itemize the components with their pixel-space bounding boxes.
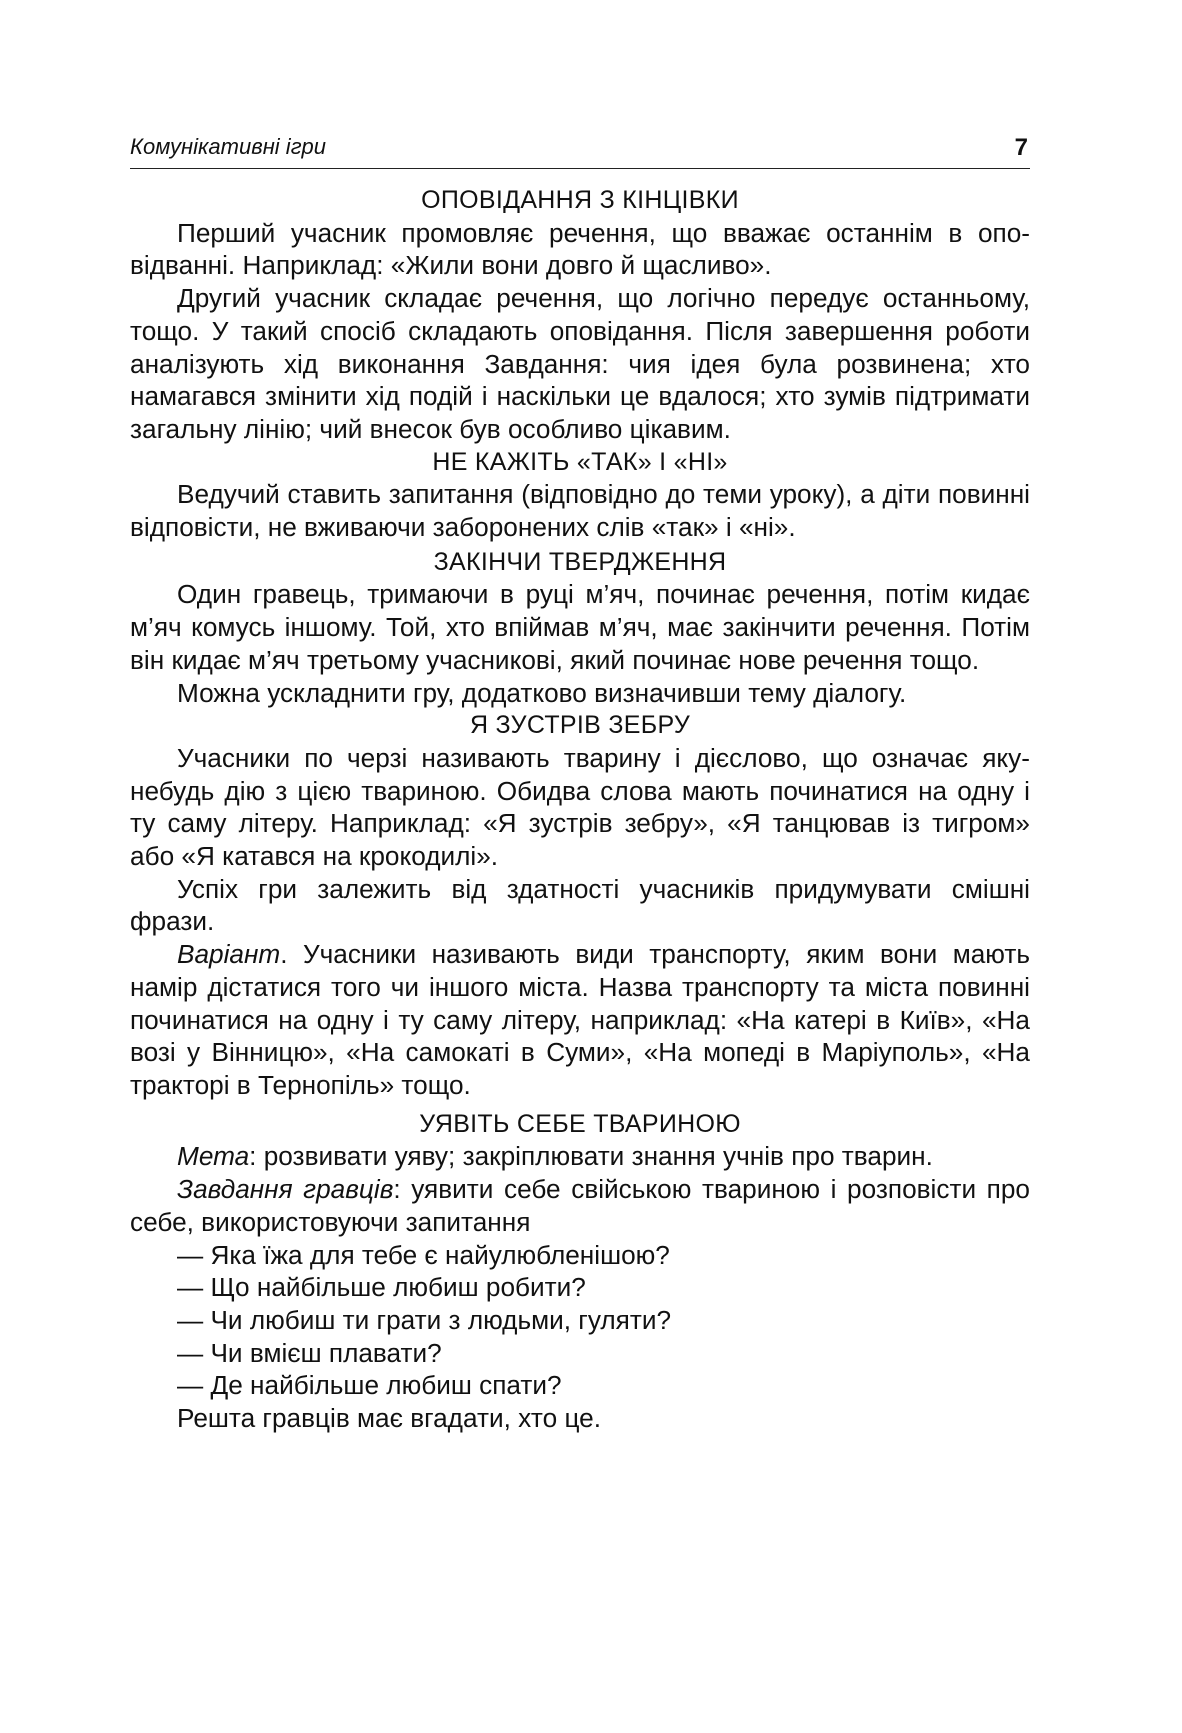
- variant-label: Варіант: [177, 939, 281, 970]
- section-title: Я ЗУСТРІВ ЗЕБРУ: [469, 711, 691, 740]
- paragraph: Другий учасник складає речення, що логічно передує останньому, тощо. У такий спосіб складають оповідання. Після завершення роботи аналізують хід виконання Завдання: чия ідея була розвинена; хто намагався змінити хід подій і наскільки це вдалося; хто зумів підтримати загальну лінію; чий внесок був особливо цікавим.: [130, 283, 1030, 444]
- page-number: 7: [1014, 134, 1028, 161]
- question-item: — Яка їжа для тебе є найулюбленішою?: [177, 1239, 670, 1270]
- question-item: — Де найбільше любиш спати?: [177, 1370, 562, 1401]
- section-title: НЕ КАЖІТЬ «ТАК» І «НІ»: [432, 447, 728, 476]
- goal-label: Мета: [177, 1141, 250, 1172]
- question-item: — Чи любиш ти грати з людьми, гуляти?: [177, 1304, 672, 1335]
- paragraph: Можна ускладнити гру, додатково визначивши тему діалогу.: [177, 677, 907, 708]
- running-head: [130, 134, 1030, 169]
- goal-paragraph: [130, 1140, 1030, 1173]
- paragraph: Успіх гри залежить від здатності учасників придумувати смішні фрази.: [130, 873, 1030, 937]
- paragraph: Ведучий ставить запитання (відповідно до теми уроку), а діти повинні відповісти, не вживаючи заборонених слів «так» і «ні».: [130, 479, 1030, 543]
- paragraph: Учасники по черзі називають тварину і дієслово, що означає яку-небудь дію з цією твариною. Обидва слова мають починатися на одну і ту саму літеру. Наприклад: «Я зустрів зебру», «Я танцював із тигром» або «Я катався на крокодилі».: [130, 742, 1030, 872]
- task-text: : уявити себе свійською твариною і розповісти про себе, використовуючи запитання: [130, 1174, 1030, 1237]
- task-label: Завдання гравців: [177, 1174, 394, 1205]
- section-title: УЯВІТЬ СЕБЕ ТВАРИНОЮ: [419, 1109, 741, 1138]
- goal-text: : розвивати уяву; закріплювати знання учнів про тварин.: [249, 1141, 933, 1172]
- page-body: [130, 184, 1030, 1435]
- variant-text: . Учасники називають види транспорту, яким вони мають намір дістатися того чи іншого міста. Назва транспорту та міста повинні починатися на одну і ту саму літеру, наприклад: «На катері в Київ», «На возі у Вінницю», «На самокаті в Суми», «На мопеді в Маріуполь», «На тракторі в Тернопіль» тощо.: [130, 939, 1030, 1100]
- section-title: ОПОВІДАННЯ З КІНЦІВКИ: [421, 186, 739, 214]
- section-title: ЗАКІНЧИ ТВЕРДЖЕННЯ: [433, 547, 727, 576]
- paragraph: Один гравець, тримаючи в руці м’яч, починає речення, потім кидає м’яч комусь іншому. Той, хто впіймав м’яч, має закінчити речення. Потім він кидає м’яч третьому учасникові, який починає нове речення тощо.: [130, 579, 1030, 675]
- closing-paragraph: Решта гравців має вгадати, хто це.: [177, 1403, 602, 1434]
- question-item: — Чи вмієш плавати?: [177, 1337, 442, 1368]
- paragraph: Перший учасник промовляє речення, що вважає останнім в оповідванні. Наприклад: «Жили вони довго й щасливо».: [130, 217, 1030, 281]
- running-head-title: Комунікативні ігри: [130, 134, 327, 159]
- variant-paragraph: [130, 938, 1030, 1102]
- task-paragraph: [130, 1173, 1030, 1238]
- question-item: — Що найбільше любиш робити?: [177, 1272, 586, 1303]
